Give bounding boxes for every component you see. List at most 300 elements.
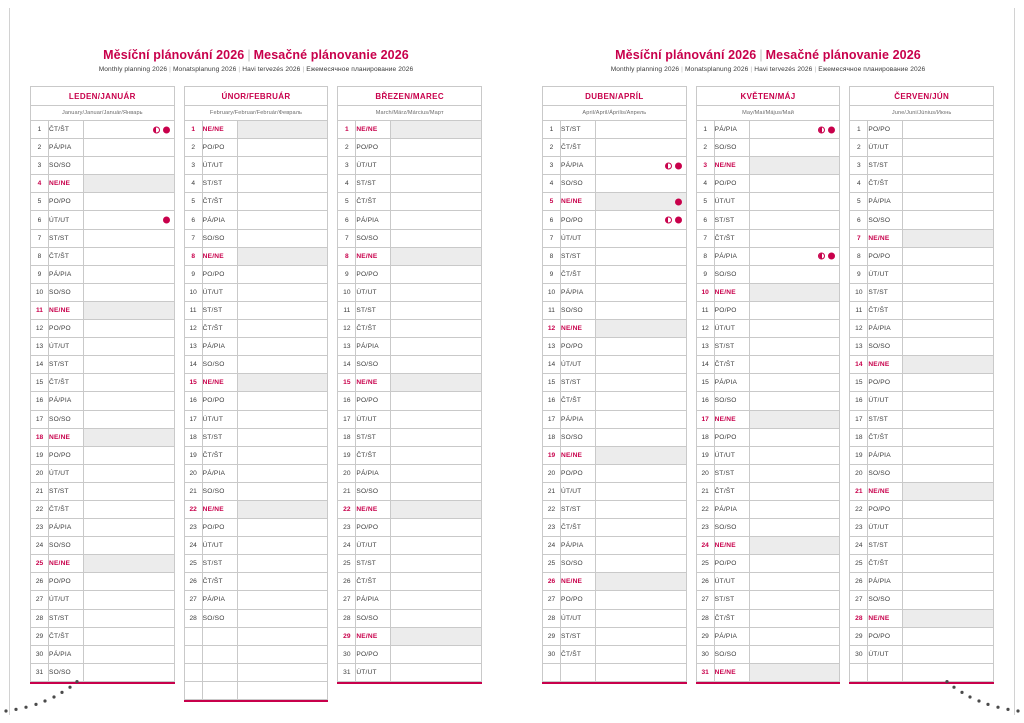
day-weekday: ÚT/UT xyxy=(868,392,903,410)
day-note-field[interactable] xyxy=(237,356,328,374)
day-note-field[interactable] xyxy=(903,627,994,645)
day-note-field[interactable] xyxy=(391,627,482,645)
day-note-field[interactable] xyxy=(84,645,175,663)
day-note-field[interactable] xyxy=(903,482,994,500)
day-note-field[interactable] xyxy=(84,446,175,464)
day-note-field[interactable] xyxy=(749,356,840,374)
day-note-field[interactable] xyxy=(749,301,840,319)
day-note-field[interactable] xyxy=(749,392,840,410)
day-note-field[interactable] xyxy=(237,175,328,193)
day-row xyxy=(543,121,687,139)
day-row xyxy=(31,392,175,410)
day-note-field[interactable] xyxy=(596,121,687,139)
day-row xyxy=(850,410,994,428)
day-number: 7 xyxy=(338,229,356,247)
day-note-field[interactable] xyxy=(749,446,840,464)
day-number: 1 xyxy=(543,121,561,139)
day-note-field[interactable] xyxy=(84,500,175,518)
day-note-field[interactable] xyxy=(391,338,482,356)
day-note-field[interactable] xyxy=(84,555,175,573)
subtitle-hu-right: Havi tervezés 2026 xyxy=(754,66,813,73)
day-note-field[interactable] xyxy=(391,301,482,319)
day-note-field[interactable] xyxy=(903,211,994,229)
day-row xyxy=(338,175,482,193)
day-note-field[interactable] xyxy=(84,320,175,338)
day-note-field[interactable] xyxy=(237,663,328,681)
day-note-field[interactable] xyxy=(903,645,994,663)
day-number: 23 xyxy=(31,519,49,537)
day-weekday: SO/SO xyxy=(202,482,237,500)
day-row xyxy=(184,139,328,157)
day-note-field[interactable] xyxy=(903,374,994,392)
day-number: 31 xyxy=(31,663,49,681)
day-note-field[interactable] xyxy=(237,591,328,609)
day-row xyxy=(31,500,175,518)
day-note-field[interactable] xyxy=(84,591,175,609)
day-weekday: PÁ/PIA xyxy=(49,265,84,283)
day-note-field[interactable] xyxy=(903,410,994,428)
day-note-field[interactable] xyxy=(391,537,482,555)
day-weekday: SO/SO xyxy=(49,410,84,428)
subtitle-ru-right: Ежемесячное планирование 2026 xyxy=(818,66,926,73)
day-note-field[interactable] xyxy=(903,301,994,319)
day-row xyxy=(850,428,994,446)
day-note-field[interactable] xyxy=(391,175,482,193)
day-note-field[interactable] xyxy=(84,229,175,247)
day-row xyxy=(543,573,687,591)
day-weekday: ÚT/UT xyxy=(868,519,903,537)
day-note-field[interactable] xyxy=(903,555,994,573)
day-weekday: PÁ/PIA xyxy=(202,591,237,609)
month-name-translations: March/März/Március/Март xyxy=(375,110,444,116)
day-row xyxy=(338,283,482,301)
day-note-field[interactable] xyxy=(237,229,328,247)
day-note-field[interactable] xyxy=(749,374,840,392)
day-weekday: ČT/ŠT xyxy=(49,121,84,139)
day-note-field[interactable] xyxy=(903,139,994,157)
day-note-field[interactable] xyxy=(84,139,175,157)
day-note-field[interactable] xyxy=(237,446,328,464)
day-number: 4 xyxy=(850,175,868,193)
day-number: 3 xyxy=(31,157,49,175)
day-weekday: PO/PO xyxy=(561,464,596,482)
day-number: 7 xyxy=(850,229,868,247)
day-note-field[interactable] xyxy=(596,428,687,446)
day-note-field[interactable] xyxy=(391,555,482,573)
day-number: 25 xyxy=(184,555,202,573)
day-note-field[interactable] xyxy=(596,464,687,482)
day-row xyxy=(31,175,175,193)
day-note-field[interactable] xyxy=(903,229,994,247)
day-row xyxy=(696,211,840,229)
day-weekday: SO/SO xyxy=(561,175,596,193)
day-note-field[interactable] xyxy=(237,428,328,446)
day-note-field[interactable] xyxy=(391,193,482,211)
day-note-field[interactable] xyxy=(749,609,840,627)
day-note-field[interactable] xyxy=(237,555,328,573)
day-row xyxy=(184,609,328,627)
day-number: 28 xyxy=(850,609,868,627)
day-note-field[interactable] xyxy=(237,627,328,645)
day-row xyxy=(338,446,482,464)
day-note-field[interactable] xyxy=(391,446,482,464)
day-note-field[interactable] xyxy=(391,428,482,446)
day-note-field[interactable] xyxy=(903,446,994,464)
day-row xyxy=(696,139,840,157)
day-row xyxy=(338,627,482,645)
day-row xyxy=(850,464,994,482)
day-note-field[interactable] xyxy=(84,356,175,374)
day-note-field[interactable] xyxy=(903,121,994,139)
subtitle-sep-1-right: | xyxy=(681,66,683,73)
day-note-field[interactable] xyxy=(391,392,482,410)
day-row xyxy=(31,609,175,627)
day-weekday: PO/PO xyxy=(202,392,237,410)
day-note-field[interactable] xyxy=(391,229,482,247)
day-number: 20 xyxy=(850,464,868,482)
day-note-field[interactable] xyxy=(84,482,175,500)
day-weekday: NE/NE xyxy=(561,573,596,591)
day-note-field[interactable] xyxy=(749,193,840,211)
day-note-field[interactable] xyxy=(903,591,994,609)
day-note-field[interactable] xyxy=(391,573,482,591)
day-note-field[interactable] xyxy=(749,591,840,609)
day-row xyxy=(850,555,994,573)
day-number: 12 xyxy=(696,320,714,338)
day-note-field[interactable] xyxy=(903,428,994,446)
day-note-field[interactable] xyxy=(237,609,328,627)
day-note-field[interactable] xyxy=(84,301,175,319)
month-name-translations: April/April/Április/Апрель xyxy=(582,110,647,116)
day-note-field[interactable] xyxy=(84,193,175,211)
day-number: 11 xyxy=(543,301,561,319)
day-note-field[interactable] xyxy=(84,573,175,591)
day-note-field[interactable] xyxy=(84,121,175,139)
day-row xyxy=(184,283,328,301)
day-note-field[interactable] xyxy=(903,265,994,283)
day-row xyxy=(696,591,840,609)
day-note-field[interactable] xyxy=(237,645,328,663)
day-row xyxy=(338,229,482,247)
day-note-field[interactable] xyxy=(749,139,840,157)
day-note-field[interactable] xyxy=(237,320,328,338)
day-note-field[interactable] xyxy=(237,519,328,537)
day-weekday xyxy=(202,645,237,663)
day-note-field[interactable] xyxy=(596,627,687,645)
day-note-field[interactable] xyxy=(391,356,482,374)
day-note-field[interactable] xyxy=(237,681,328,699)
day-weekday: PO/PO xyxy=(356,265,391,283)
day-note-field[interactable] xyxy=(749,175,840,193)
day-number: 24 xyxy=(184,537,202,555)
day-note-field[interactable] xyxy=(596,374,687,392)
day-note-field[interactable] xyxy=(903,193,994,211)
day-note-field[interactable] xyxy=(596,537,687,555)
day-note-field[interactable] xyxy=(391,500,482,518)
day-weekday: NE/NE xyxy=(561,446,596,464)
day-note-field[interactable] xyxy=(903,537,994,555)
day-note-field[interactable] xyxy=(596,338,687,356)
month-header xyxy=(184,86,329,120)
day-note-field[interactable] xyxy=(237,338,328,356)
day-number: 19 xyxy=(338,446,356,464)
day-weekday: ČT/ŠT xyxy=(868,555,903,573)
day-note-field[interactable] xyxy=(596,555,687,573)
day-note-field[interactable] xyxy=(749,229,840,247)
day-number: 24 xyxy=(850,537,868,555)
day-note-field[interactable] xyxy=(237,392,328,410)
day-note-field[interactable] xyxy=(391,247,482,265)
day-note-field[interactable] xyxy=(903,464,994,482)
day-row xyxy=(543,609,687,627)
day-note-field[interactable] xyxy=(84,609,175,627)
day-row xyxy=(184,663,328,681)
day-note-field[interactable] xyxy=(84,211,175,229)
day-note-field[interactable] xyxy=(391,121,482,139)
day-note-field[interactable] xyxy=(903,519,994,537)
day-note-field[interactable] xyxy=(596,519,687,537)
day-note-field[interactable] xyxy=(749,645,840,663)
day-note-field[interactable] xyxy=(237,464,328,482)
day-number: 29 xyxy=(543,627,561,645)
day-number: 14 xyxy=(31,356,49,374)
day-note-field[interactable] xyxy=(84,247,175,265)
day-note-field[interactable] xyxy=(596,139,687,157)
day-note-field[interactable] xyxy=(391,320,482,338)
day-number: 6 xyxy=(31,211,49,229)
day-number: 3 xyxy=(850,157,868,175)
day-note-field[interactable] xyxy=(596,663,687,681)
day-note-field[interactable] xyxy=(749,500,840,518)
day-note-field[interactable] xyxy=(596,247,687,265)
day-note-field[interactable] xyxy=(84,374,175,392)
day-note-field[interactable] xyxy=(84,265,175,283)
day-note-field[interactable] xyxy=(596,175,687,193)
day-weekday: ÚT/UT xyxy=(868,645,903,663)
day-note-field[interactable] xyxy=(84,428,175,446)
day-note-field[interactable] xyxy=(903,338,994,356)
day-note-field[interactable] xyxy=(237,139,328,157)
day-weekday: PO/PO xyxy=(561,591,596,609)
subtitle-sep-3-right: | xyxy=(814,66,817,73)
day-row xyxy=(543,356,687,374)
day-note-field[interactable] xyxy=(237,573,328,591)
day-note-field[interactable] xyxy=(391,609,482,627)
day-weekday: ČT/ŠT xyxy=(49,374,84,392)
day-number: 25 xyxy=(31,555,49,573)
day-number: 20 xyxy=(31,464,49,482)
day-note-field[interactable] xyxy=(596,482,687,500)
day-note-field[interactable] xyxy=(596,301,687,319)
day-note-field[interactable] xyxy=(749,121,840,139)
day-note-field[interactable] xyxy=(903,247,994,265)
day-note-field[interactable] xyxy=(391,410,482,428)
day-note-field[interactable] xyxy=(596,356,687,374)
day-row xyxy=(850,121,994,139)
day-note-field[interactable] xyxy=(237,211,328,229)
day-weekday: ČT/ŠT xyxy=(561,392,596,410)
day-weekday: PÁ/PIA xyxy=(356,464,391,482)
day-weekday: NE/NE xyxy=(202,500,237,518)
day-note-field[interactable] xyxy=(84,410,175,428)
day-note-field[interactable] xyxy=(749,464,840,482)
day-number: 22 xyxy=(850,500,868,518)
day-note-field[interactable] xyxy=(749,555,840,573)
day-weekday: ÚT/UT xyxy=(561,356,596,374)
day-note-field[interactable] xyxy=(596,229,687,247)
day-note-field[interactable] xyxy=(749,283,840,301)
day-number: 12 xyxy=(184,320,202,338)
day-number: 22 xyxy=(184,500,202,518)
day-note-field[interactable] xyxy=(596,410,687,428)
day-note-field[interactable] xyxy=(391,645,482,663)
day-note-field[interactable] xyxy=(903,175,994,193)
day-note-field[interactable] xyxy=(237,283,328,301)
day-note-field[interactable] xyxy=(749,338,840,356)
day-note-field[interactable] xyxy=(903,283,994,301)
day-note-field[interactable] xyxy=(237,265,328,283)
day-number: 12 xyxy=(850,320,868,338)
day-note-field[interactable] xyxy=(749,265,840,283)
month-header xyxy=(337,86,482,120)
day-note-field[interactable] xyxy=(391,663,482,681)
day-weekday: PÁ/PIA xyxy=(202,211,237,229)
day-weekday: ÚT/UT xyxy=(49,338,84,356)
day-note-field[interactable] xyxy=(903,320,994,338)
month-bottom-rule xyxy=(696,682,841,684)
day-weekday: NE/NE xyxy=(356,374,391,392)
day-note-field[interactable] xyxy=(237,410,328,428)
day-row xyxy=(338,247,482,265)
moon-full-icon xyxy=(675,217,682,224)
day-weekday: SO/SO xyxy=(714,392,749,410)
day-number: 21 xyxy=(31,482,49,500)
day-note-field[interactable] xyxy=(596,500,687,518)
day-note-field[interactable] xyxy=(391,464,482,482)
day-note-field[interactable] xyxy=(237,193,328,211)
day-note-field[interactable] xyxy=(237,301,328,319)
day-note-field[interactable] xyxy=(84,464,175,482)
day-note-field[interactable] xyxy=(237,482,328,500)
day-row xyxy=(543,283,687,301)
day-note-field[interactable] xyxy=(391,139,482,157)
day-note-field[interactable] xyxy=(749,157,840,175)
day-row xyxy=(31,555,175,573)
day-note-field[interactable] xyxy=(749,519,840,537)
day-note-field[interactable] xyxy=(391,211,482,229)
day-number: 20 xyxy=(696,464,714,482)
day-note-field[interactable] xyxy=(391,283,482,301)
day-row xyxy=(850,519,994,537)
day-note-field[interactable] xyxy=(391,374,482,392)
day-note-field[interactable] xyxy=(84,519,175,537)
day-note-field[interactable] xyxy=(596,193,687,211)
day-row xyxy=(184,193,328,211)
day-note-field[interactable] xyxy=(596,320,687,338)
day-note-field[interactable] xyxy=(596,591,687,609)
day-note-field[interactable] xyxy=(749,537,840,555)
day-note-field[interactable] xyxy=(596,265,687,283)
day-row xyxy=(184,338,328,356)
day-note-field[interactable] xyxy=(596,211,687,229)
day-note-field[interactable] xyxy=(84,537,175,555)
day-number: 10 xyxy=(31,283,49,301)
day-note-field[interactable] xyxy=(749,482,840,500)
day-row xyxy=(696,374,840,392)
day-row xyxy=(31,283,175,301)
day-note-field[interactable] xyxy=(749,627,840,645)
day-weekday: PÁ/PIA xyxy=(202,338,237,356)
day-row xyxy=(696,320,840,338)
day-note-field[interactable] xyxy=(749,428,840,446)
day-row xyxy=(338,193,482,211)
month-bottom-rule xyxy=(542,682,687,684)
day-note-field[interactable] xyxy=(903,500,994,518)
day-weekday: ČT/ŠT xyxy=(49,500,84,518)
day-weekday xyxy=(202,681,237,699)
day-note-field[interactable] xyxy=(596,283,687,301)
day-note-field[interactable] xyxy=(84,283,175,301)
day-number: 24 xyxy=(543,537,561,555)
day-number: 6 xyxy=(184,211,202,229)
day-note-field[interactable] xyxy=(596,573,687,591)
day-note-field[interactable] xyxy=(391,519,482,537)
day-note-field[interactable] xyxy=(237,157,328,175)
day-note-field[interactable] xyxy=(237,121,328,139)
day-note-field[interactable] xyxy=(596,392,687,410)
day-note-field[interactable] xyxy=(391,157,482,175)
day-note-field[interactable] xyxy=(237,537,328,555)
day-note-field[interactable] xyxy=(237,374,328,392)
day-note-field[interactable] xyxy=(596,645,687,663)
day-weekday: NE/NE xyxy=(49,555,84,573)
day-note-field[interactable] xyxy=(84,392,175,410)
day-weekday: ČT/ŠT xyxy=(868,175,903,193)
day-note-field[interactable] xyxy=(903,573,994,591)
day-number: 4 xyxy=(338,175,356,193)
day-note-field[interactable] xyxy=(749,320,840,338)
day-note-field[interactable] xyxy=(596,157,687,175)
day-note-field[interactable] xyxy=(903,392,994,410)
day-note-field[interactable] xyxy=(749,247,840,265)
day-note-field[interactable] xyxy=(903,356,994,374)
day-number: 30 xyxy=(696,645,714,663)
day-note-field[interactable] xyxy=(391,591,482,609)
day-note-field[interactable] xyxy=(749,211,840,229)
day-note-field[interactable] xyxy=(903,157,994,175)
day-note-field[interactable] xyxy=(749,410,840,428)
day-note-field[interactable] xyxy=(84,175,175,193)
day-note-field[interactable] xyxy=(596,446,687,464)
day-note-field[interactable] xyxy=(596,609,687,627)
day-weekday: NE/NE xyxy=(49,301,84,319)
day-weekday: SO/SO xyxy=(714,265,749,283)
day-note-field[interactable] xyxy=(391,482,482,500)
day-note-field[interactable] xyxy=(391,265,482,283)
day-note-field[interactable] xyxy=(903,609,994,627)
day-note-field[interactable] xyxy=(749,663,840,681)
day-weekday: NE/NE xyxy=(202,247,237,265)
day-note-field[interactable] xyxy=(749,573,840,591)
day-weekday: NE/NE xyxy=(356,627,391,645)
day-note-field[interactable] xyxy=(84,338,175,356)
day-weekday: ÚT/UT xyxy=(868,139,903,157)
month-name: BŘEZEN/MAREC xyxy=(338,87,481,106)
day-note-field[interactable] xyxy=(237,247,328,265)
day-note-field[interactable] xyxy=(237,500,328,518)
day-note-field[interactable] xyxy=(84,627,175,645)
day-note-field[interactable] xyxy=(84,157,175,175)
